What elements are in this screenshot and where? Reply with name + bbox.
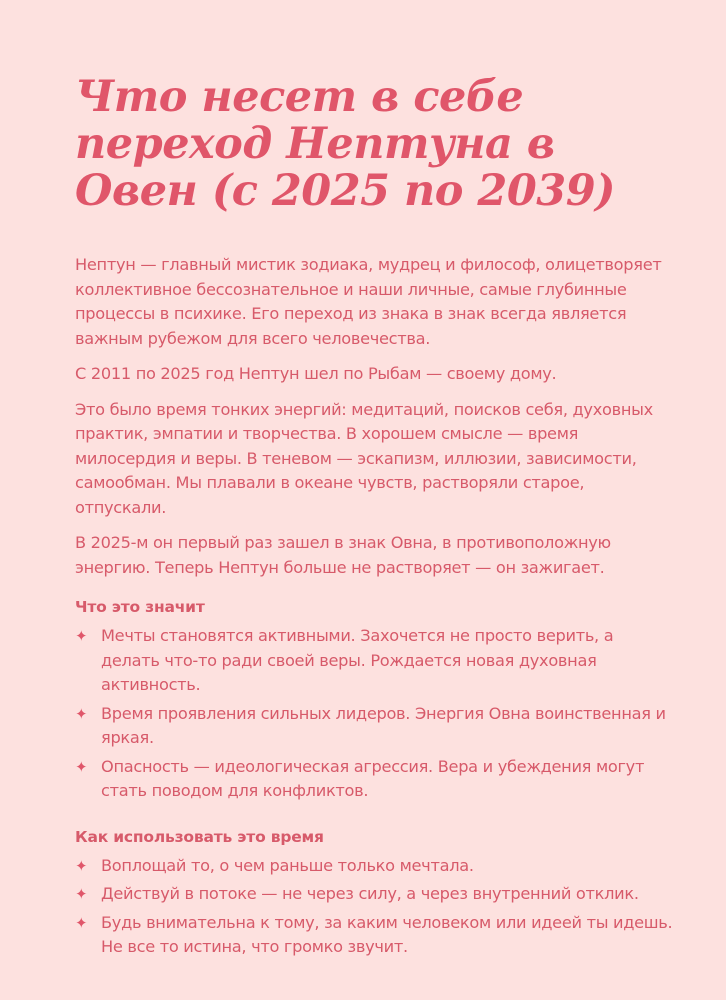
- paragraph: Это было время тонких энергий: медитаций, поисков себя, духовных практик, эмпатии и творчества. В хорошем смысле — время милосердия и веры. В теневом — эскапизм, иллюзии, зависимости, самообман. Мы плавали в океане чувств, растворяли старое, отпускали.: [75, 399, 653, 517]
- section-heading: Как использовать это время: [75, 827, 324, 846]
- list-item-text: Будь внимательна к тому, за каким человеком или идеей ты идешь. Не все то истина, что громко звучит.: [101, 912, 673, 956]
- list-item-text: Мечты становятся активными. Захочется не просто верить, а делать что-то ради своей веры. Рождается новая духовная активность.: [101, 626, 614, 694]
- section-heading: Что это значит: [75, 598, 205, 616]
- list-item: [75, 755, 675, 804]
- paragraph: С 2011 по 2025 год Нептун шел по Рыбам — своему дому.: [75, 364, 557, 383]
- list-item: [75, 911, 675, 960]
- list-item: [75, 624, 675, 698]
- list-item: [75, 854, 675, 879]
- bullet-list: [75, 854, 675, 960]
- bullet-list: [75, 624, 675, 804]
- paragraph: Нептун — главный мистик зодиака, мудрец и философ, олицетворяет коллективное бессознательное и наши личные, самые глубинные процессы в психике. Его переход из знака в знак всегда является важным рубежом для всего человечества.: [75, 255, 662, 348]
- paragraph: В 2025-м он первый раз зашел в знак Овна, в противоположную энергию. Теперь Нептун больше не растворяет — он зажигает.: [75, 533, 611, 577]
- list-item-text: Действуй в потоке — не через силу, а через внутренний отклик.: [101, 884, 639, 903]
- four-point-star-icon: ✦: [75, 757, 88, 776]
- four-point-star-icon: ✦: [75, 856, 88, 875]
- four-point-star-icon: ✦: [75, 913, 88, 932]
- four-point-star-icon: ✦: [75, 704, 88, 723]
- list-item-text: Время проявления сильных лидеров. Энергия Овна воинственная и яркая.: [101, 703, 666, 747]
- four-point-star-icon: ✦: [75, 885, 88, 903]
- page: [75, 74, 675, 964]
- page-title: Что несет в себе переход Нептуна в Овен (с 2025 по 2039): [75, 72, 615, 216]
- list-item-text: Воплощай то, о чем раньше только мечтала.: [101, 855, 474, 875]
- list-item: [75, 882, 675, 907]
- list-item: [75, 702, 675, 751]
- list-item-text: Опасность — идеологическая агрессия. Вера и убеждения могут стать поводом для конфликтов.: [101, 756, 645, 800]
- four-point-star-icon: ✦: [75, 627, 88, 645]
